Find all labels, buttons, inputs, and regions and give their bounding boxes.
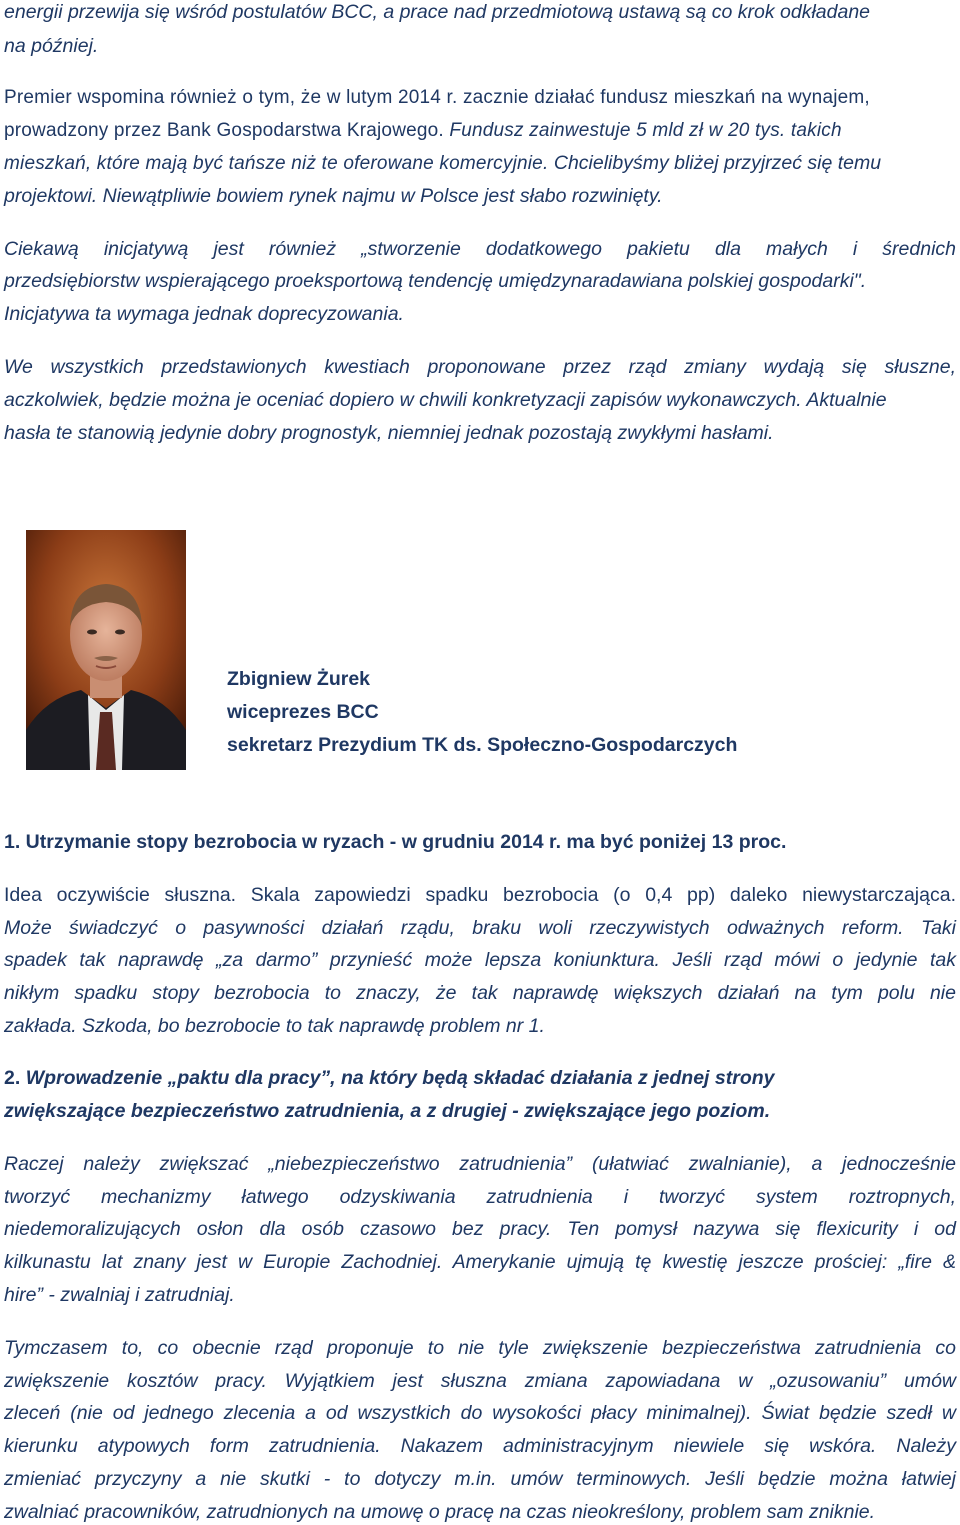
text-line: spadek tak naprawdę „za darmo” przynieść może lepsza koniunktura. Jeśli rząd mówi o jedynie tak [4, 949, 956, 971]
text-line: Premier wspomina również o tym, że w lutym 2014 r. zacznie działać fundusz mieszkań na wynajem, [4, 87, 870, 108]
text-line: zleceń (nie od jednego zlecenia a od wszystkich do wysokości płacy minimalnej). Świat będzie szedł w [4, 1402, 956, 1424]
text-line: aczkolwiek, będzie można je oceniać dopiero w chwili konkretyzacji zapisów wykonawczych. Aktualnie [4, 389, 887, 411]
text-line: energii przewija się wśród postulatów BCC, a prace nad przedmiotową ustawą są co krok odkładane [4, 1, 871, 23]
text-line: kilkunastu lat znany jest w Europie Zachodniej. Amerykanie ujmują tę kwestię jeszcze prościej: „fire & [4, 1251, 956, 1273]
text-span: Chcielibyśmy bliżej przyjrzeć się temu [548, 152, 882, 174]
text-line: kierunku atypowych form zatrudnienia. Nakazem administracyjnym niewiele się wskóra. Należy [4, 1435, 956, 1457]
text-line: hire” - zwalniaj i zatrudniaj. [4, 1284, 235, 1306]
text-span: prowadzony przez Bank Gospodarstwa Krajowego. [4, 120, 444, 141]
author-title: sekretarz Prezydium TK ds. Społeczno-Gospodarczych [227, 734, 738, 756]
text-line: zwalniać pracowników, zatrudnionych na umowę o pracę na czas nieokreślony, problem sam zniknie. [4, 1501, 876, 1523]
text-line: nikłym spadku stopy bezrobocia to znaczy, że tak naprawdę większych działań na tym polu nie [4, 982, 956, 1004]
text-line: Idea oczywiście słuszna. Skala zapowiedzi spadku bezrobocia (o 0,4 pp) daleko niewystarczająca. [4, 884, 956, 906]
text-line: niedemoralizujących osłon dla osób czasowo bez pracy. Ten pomysł nazywa się flexicurity i od [4, 1218, 956, 1240]
section-number: 2. [4, 1067, 26, 1089]
text-line: na później. [4, 35, 99, 57]
text-line: Może świadczyć o pasywności działań rządu, braku woli rzeczywistych odważnych reform. Taki [4, 917, 956, 939]
text-line: zwiększenie kosztów pracy. Wyjątkiem jest słuszna zmiana zapowiadana w „ozusowaniu” umów [4, 1370, 956, 1392]
section-heading: 1. Utrzymanie stopy bezrobocia w ryzach - w grudniu 2014 r. ma być poniżej 13 proc. [4, 831, 787, 853]
author-portrait [26, 530, 186, 770]
author-name: Zbigniew Żurek [227, 668, 371, 690]
text-line: tworzyć mechanizmy łatwego odzyskiwania zatrudnienia i tworzyć system roztropnych, [4, 1186, 956, 1208]
text-line [4, 151, 881, 176]
text-line: zmieniać przyczyny a nie skutki - to dotyczy m.in. umów terminowych. Jeśli będzie można łatwiej [4, 1468, 956, 1490]
section-heading [4, 1066, 956, 1090]
text-line: Raczej należy zwiększać „niebezpieczeństwo zatrudnienia” (ułatwiać zwalnianie), a jednocześnie [4, 1153, 956, 1175]
portrait-image [26, 530, 186, 770]
text-line: Ciekawą inicjatywą jest również „stworzenie dodatkowego pakietu dla małych i średnich [4, 238, 956, 260]
text-line: zakłada. Szkoda, bo bezrobocie to tak naprawdę problem nr 1. [4, 1015, 545, 1037]
section-heading: zwiększające bezpieczeństwo zatrudnienia, a z drugiej - zwiększające jego poziom. [4, 1100, 771, 1122]
text-span: mieszkań, które mają być tańsze niż te oferowane komercyjnie. [4, 153, 549, 174]
author-role: wiceprezes BCC [227, 701, 379, 723]
text-span: Fundusz zainwestuje 5 mld zł w 20 tys. takich [443, 120, 842, 141]
section-heading-text: Wprowadzenie „paktu dla pracy”, na który będą składać działania z jednej strony [25, 1067, 775, 1089]
text-line: Inicjatywa ta wymaga jednak doprecyzowania. [4, 303, 404, 325]
text-line: przedsiębiorstw wspierającego proeksportową tendencję umiędzynaradawiana polskiej gospodarki". [4, 270, 867, 292]
text-line: hasła te stanowią jedynie dobry prognostyk, niemniej jednak pozostają zwykłymi hasłami. [4, 422, 774, 444]
text-line: We wszystkich przedstawionych kwestiach proponowane przez rząd zmiany wydają się słuszne, [4, 356, 956, 378]
text-line: Tymczasem to, co obecnie rząd proponuje to nie tyle zwiększenie bezpieczeństwa zatrudnienia co [4, 1337, 956, 1359]
text-line [4, 118, 842, 143]
text-line: projektowi. Niewątpliwie bowiem rynek najmu w Polsce jest słabo rozwinięty. [4, 185, 663, 207]
